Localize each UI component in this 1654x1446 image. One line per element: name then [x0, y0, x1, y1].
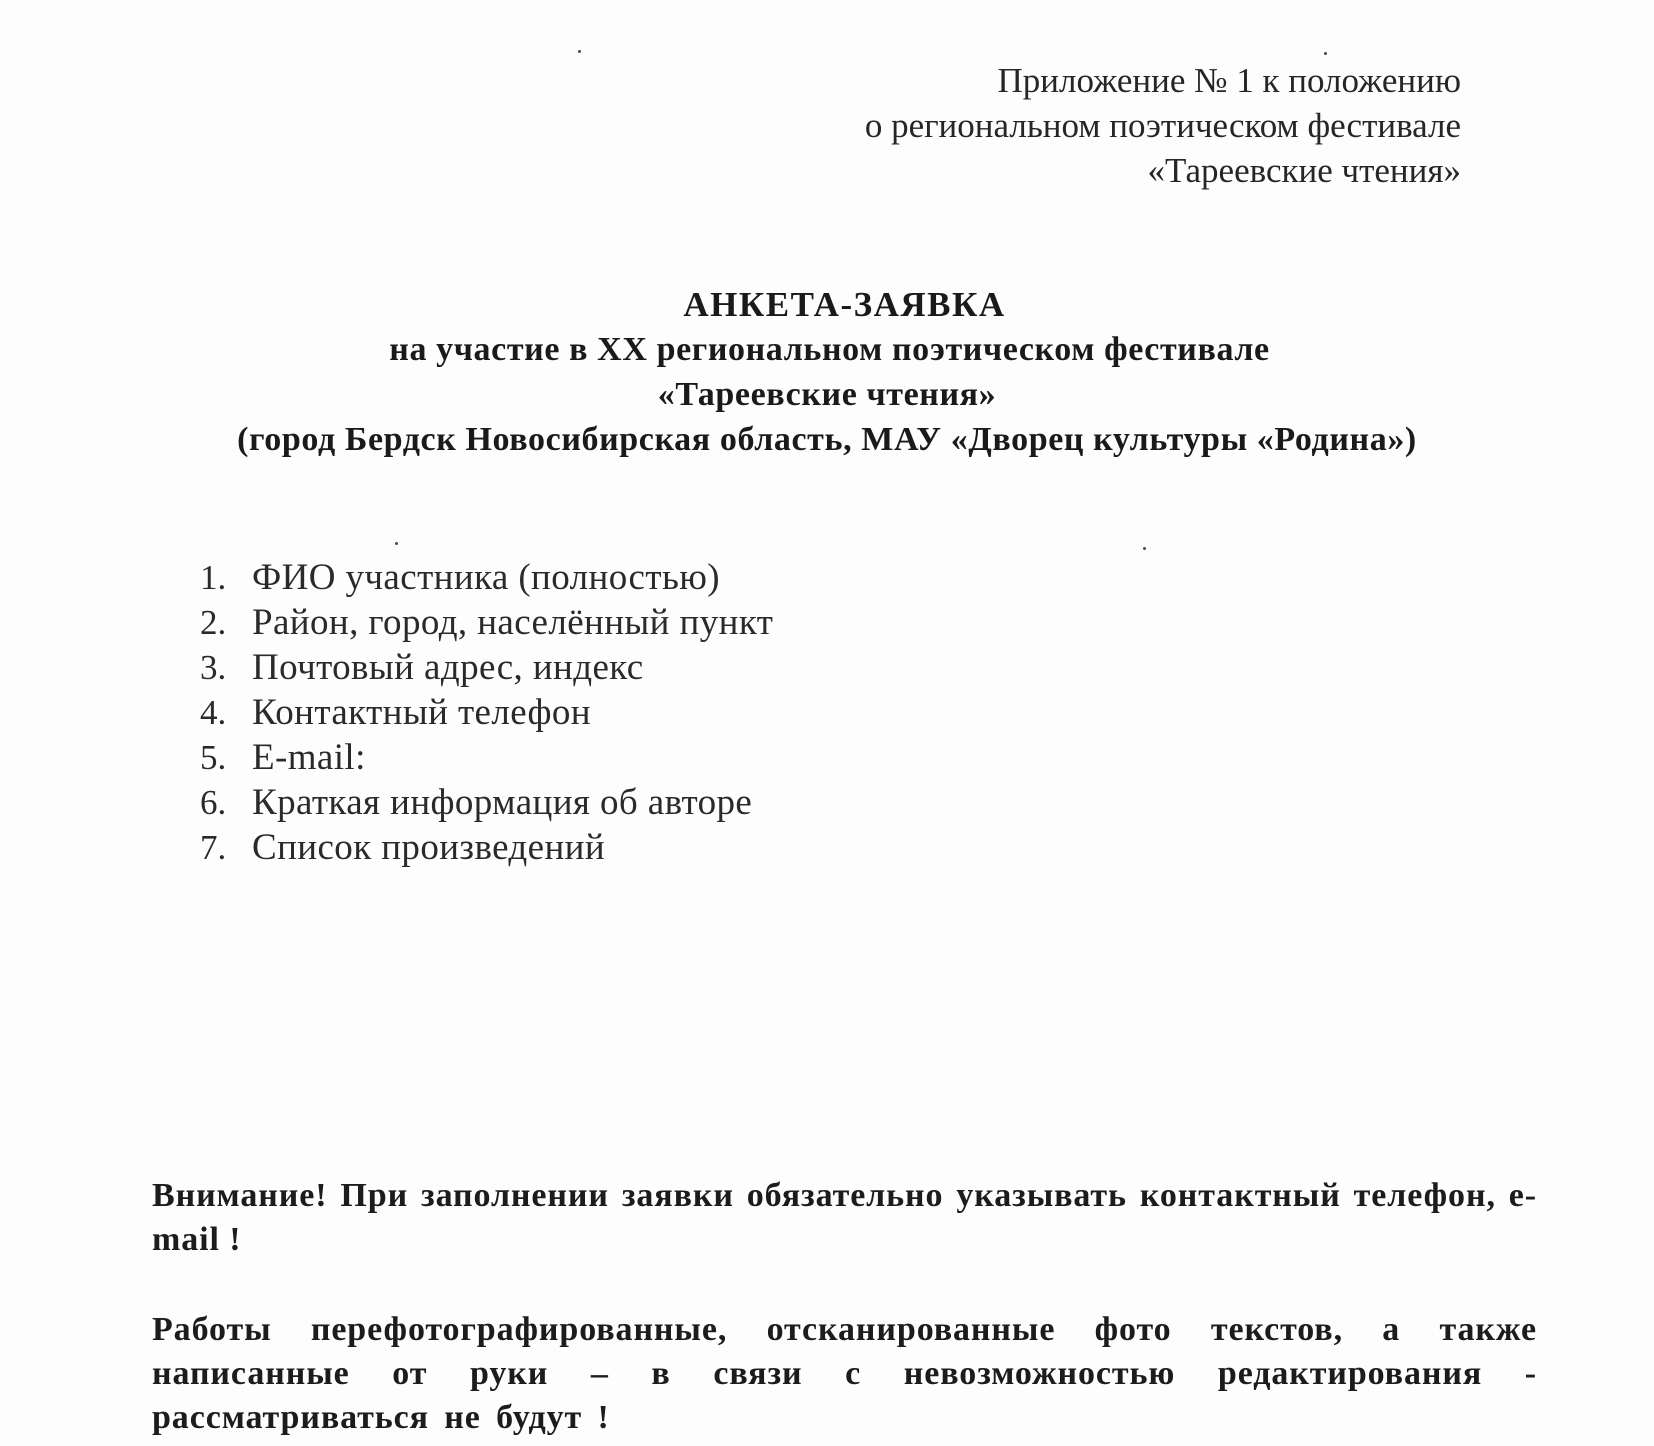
scan-speck: [1143, 547, 1146, 550]
item-number: 1.: [200, 558, 227, 597]
item-label: E-mail:: [252, 737, 366, 778]
festival-name: «Тареевские чтения»: [657, 376, 997, 413]
list-item: [200, 825, 773, 870]
form-fields-list: [200, 555, 773, 870]
item-label: Район, город, населённый пункт: [252, 602, 774, 643]
list-item: [200, 600, 773, 645]
item-label: Контактный телефон: [252, 692, 591, 733]
title-subline: на участие в XX региональном поэтическом фестивале: [389, 331, 1270, 368]
appendix-reference: [561, 58, 1461, 193]
list-item: [200, 735, 773, 780]
page-title: АНКЕТА-ЗАЯВКА: [683, 285, 1006, 324]
application-title: [0, 282, 1654, 462]
item-number: 6.: [200, 783, 227, 822]
appendix-line: «Тареевские чтения»: [1147, 151, 1461, 190]
item-number: 2.: [200, 603, 227, 642]
item-number: 7.: [200, 828, 227, 867]
item-number: 5.: [200, 738, 227, 777]
list-item: [200, 780, 773, 825]
list-item: [200, 645, 773, 690]
scan-speck: [395, 542, 398, 545]
list-item: [200, 555, 773, 600]
appendix-line: Приложение № 1 к положению: [997, 61, 1461, 100]
attention-note: Внимание! При заполнении заявки обязательно указывать контактный телефон, e-mail !: [152, 1177, 1537, 1258]
item-label: Список произведений: [252, 827, 606, 868]
item-label: Краткая информация об авторе: [252, 782, 753, 823]
appendix-line: о региональном поэтическом фестивале: [864, 106, 1461, 145]
item-number: 3.: [200, 648, 227, 687]
scan-speck: [578, 50, 581, 53]
item-number: 4.: [200, 693, 227, 732]
venue-line: (город Бердск Новосибирская область, МАУ «Дворец культуры «Родина»): [237, 421, 1417, 458]
item-label: ФИО участника (полностью): [252, 557, 720, 598]
item-label: Почтовый адрес, индекс: [252, 647, 644, 688]
list-item: [200, 690, 773, 735]
scan-speck: [1324, 52, 1327, 55]
submission-rules-note: Работы перефотографированные, отсканированные фото текстов, а также написанные от руки – в связи с невозможностью редактирования - рассматриваться не будут !: [152, 1311, 1537, 1436]
